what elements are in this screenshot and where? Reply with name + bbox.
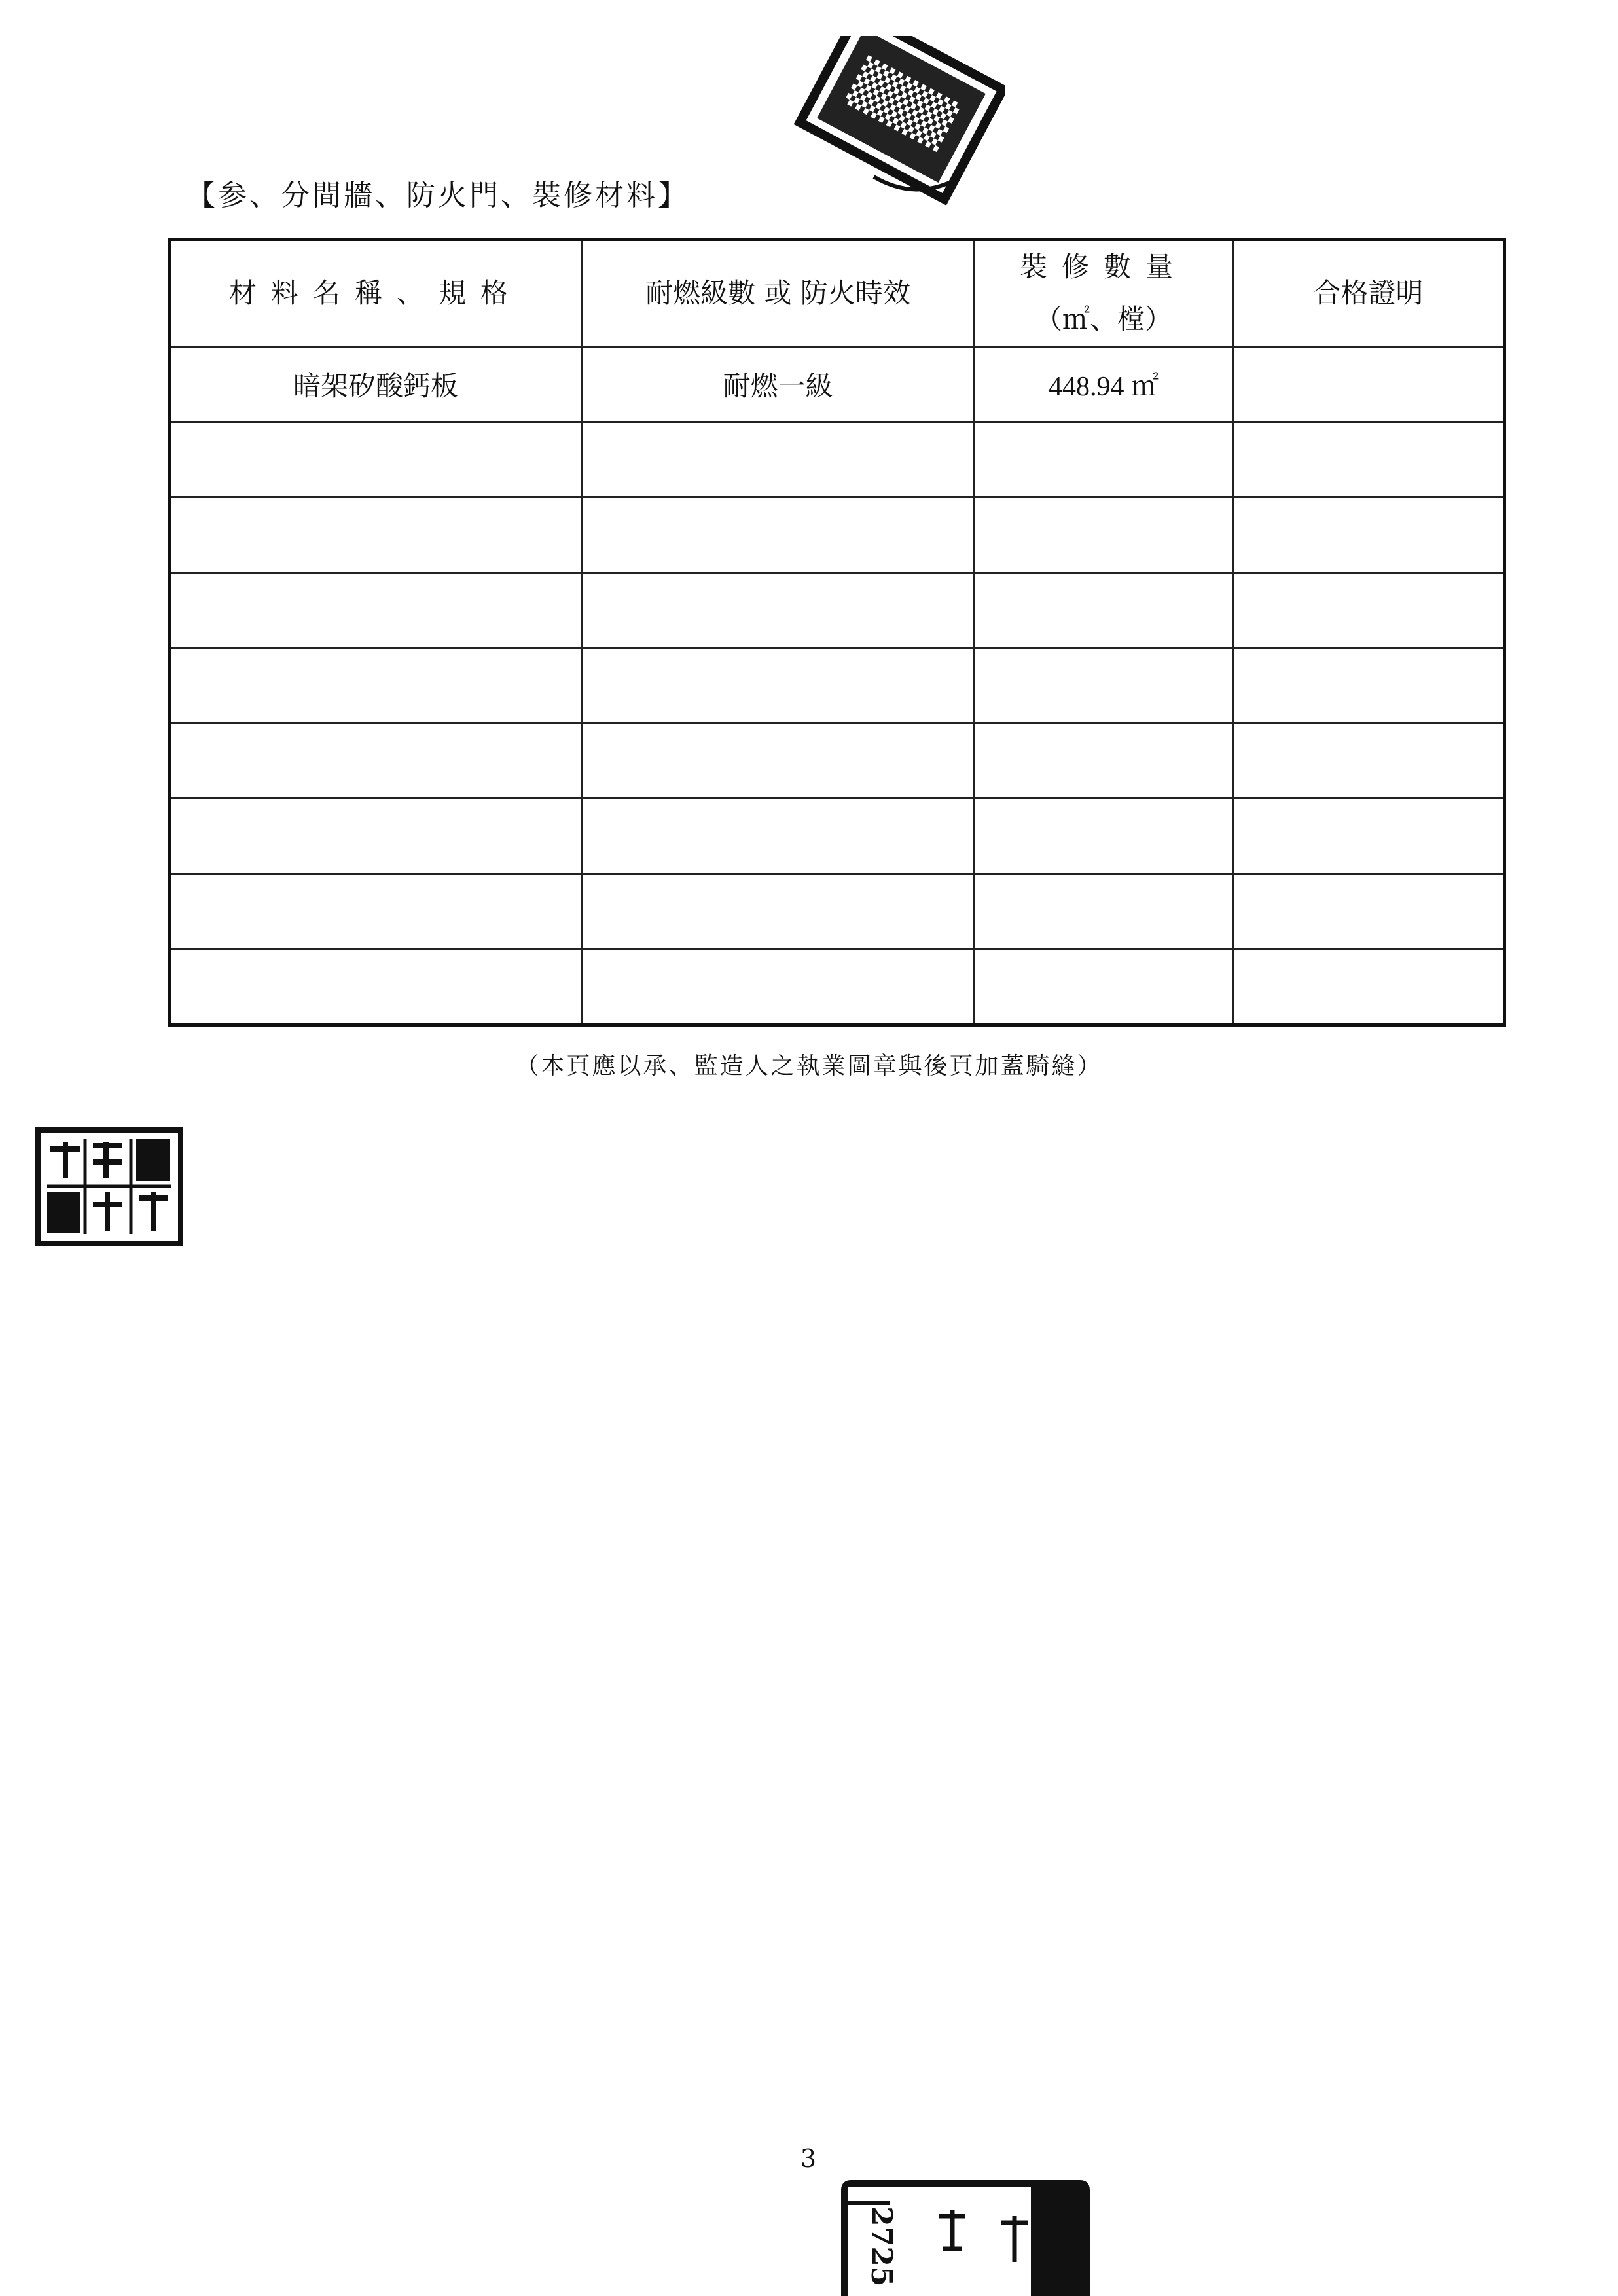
- header-quantity: [975, 240, 1233, 347]
- top-seal-stamp: [789, 36, 1005, 206]
- seal-instruction-note: （本頁應以承、監造人之執業圖章與後頁加蓋騎縫）: [515, 1053, 1103, 1080]
- bottom-seal-stamp: [831, 2177, 1093, 2296]
- cell-certificate: [1233, 346, 1505, 422]
- cell-name: [170, 723, 582, 798]
- header-quantity-line2: （㎡、樘）: [1034, 302, 1172, 335]
- cell-quantity: [975, 873, 1233, 949]
- materials-table: [168, 238, 1506, 1027]
- header-fire-rating: 耐燃級數 或 防火時效: [582, 240, 975, 347]
- cell-certificate: [1233, 873, 1505, 949]
- cell-fire-rating: [582, 723, 975, 798]
- header-name: 材料名稱、規格: [170, 240, 582, 347]
- table-row: [170, 497, 1505, 572]
- cell-fire-rating: [582, 422, 975, 497]
- cell-quantity: [975, 572, 1233, 647]
- table-row: [170, 949, 1505, 1025]
- cell-certificate: [1233, 647, 1505, 723]
- cell-certificate: [1233, 949, 1505, 1025]
- cell-name: [170, 647, 582, 723]
- cell-quantity: [975, 647, 1233, 723]
- table-header-row: [170, 240, 1505, 347]
- cell-certificate: [1233, 497, 1505, 572]
- cell-quantity: [975, 949, 1233, 1025]
- cell-fire-rating: [582, 497, 975, 572]
- cell-fire-rating: [582, 873, 975, 949]
- cell-name: [170, 798, 582, 873]
- seal-number: 2725: [865, 2206, 898, 2287]
- cell-fire-rating: [582, 647, 975, 723]
- header-certificate: 合格證明: [1233, 240, 1505, 347]
- header-quantity-line1: 裝修數量: [1019, 251, 1187, 283]
- page-number: 3: [800, 2144, 817, 2173]
- seal-icon: [34, 1126, 185, 1247]
- cell-fire-rating: [582, 949, 975, 1025]
- table-row: [170, 572, 1505, 647]
- left-seal-stamp: [34, 1126, 185, 1247]
- cell-certificate: [1233, 572, 1505, 647]
- table-row: [170, 723, 1505, 798]
- cell-name: [170, 572, 582, 647]
- table-row: [170, 798, 1505, 873]
- seal-icon: [789, 36, 1005, 206]
- cell-name: [170, 949, 582, 1025]
- cell-certificate: [1233, 422, 1505, 497]
- table-row: [170, 647, 1505, 723]
- table-row: [170, 346, 1505, 422]
- svg-text:▒▒▒: ▒▒▒: [843, 54, 962, 153]
- cell-quantity: 448.94 ㎡: [975, 346, 1233, 422]
- cell-quantity: [975, 723, 1233, 798]
- cell-fire-rating: 耐燃一級: [582, 346, 975, 422]
- section-title: 【参、分間牆、防火門、裝修材料】: [187, 179, 689, 212]
- cell-certificate: [1233, 798, 1505, 873]
- cell-fire-rating: [582, 572, 975, 647]
- cell-name: [170, 497, 582, 572]
- cell-certificate: [1233, 723, 1505, 798]
- seal-icon: [831, 2177, 1093, 2296]
- cell-name: [170, 873, 582, 949]
- cell-fire-rating: [582, 798, 975, 873]
- cell-quantity: [975, 798, 1233, 873]
- cell-name: [170, 422, 582, 497]
- table-row: [170, 873, 1505, 949]
- table-row: [170, 422, 1505, 497]
- cell-quantity: [975, 497, 1233, 572]
- cell-quantity: [975, 422, 1233, 497]
- cell-name: 暗架矽酸鈣板: [170, 346, 582, 422]
